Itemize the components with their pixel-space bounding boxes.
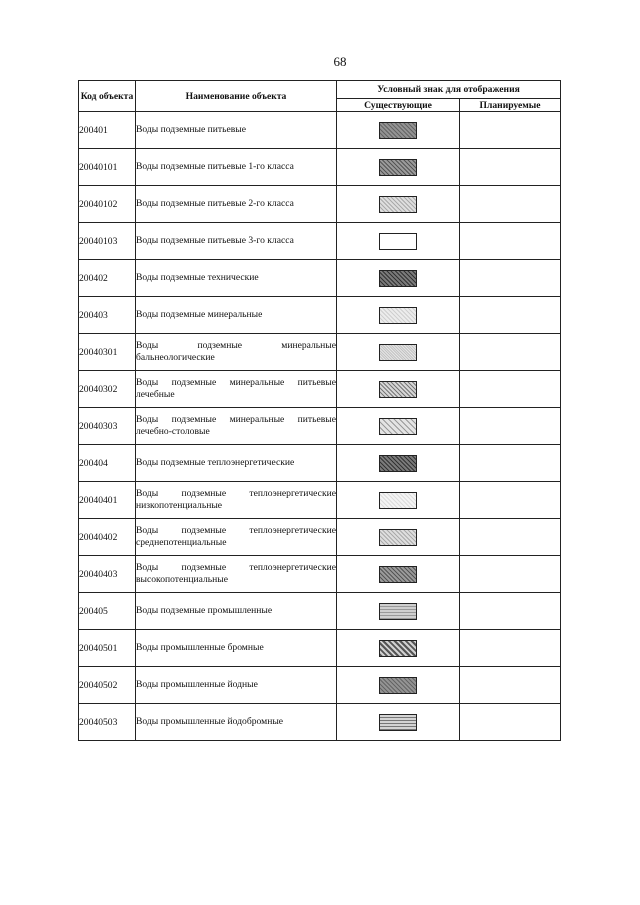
object-code: 20040402	[79, 519, 136, 556]
object-name: Воды промышленные бромные	[136, 630, 337, 667]
planned-symbol-cell	[460, 186, 561, 223]
table-row	[79, 223, 561, 260]
table-row	[79, 260, 561, 297]
existing-symbol-cell	[337, 297, 460, 334]
object-name: Воды подземные минеральные питьевые лечебно-столовые	[136, 408, 337, 445]
planned-symbol-cell	[460, 297, 561, 334]
object-name: Воды подземные теплоэнергетические среднепотенциальные	[136, 519, 337, 556]
existing-symbol-cell	[337, 371, 460, 408]
existing-symbol-cell	[337, 445, 460, 482]
existing-symbol-cell	[337, 630, 460, 667]
object-code: 20040301	[79, 334, 136, 371]
existing-symbol-cell	[337, 260, 460, 297]
existing-symbol-cell	[337, 186, 460, 223]
table-row	[79, 482, 561, 519]
planned-symbol-cell	[460, 630, 561, 667]
object-name: Воды подземные питьевые 3-го класса	[136, 223, 337, 260]
table-row	[79, 297, 561, 334]
hatch-pattern-swatch	[379, 381, 417, 398]
table-row	[79, 112, 561, 149]
object-name: Воды подземные питьевые 1-го класса	[136, 149, 337, 186]
hatch-pattern-swatch	[379, 529, 417, 546]
hatch-pattern-swatch	[379, 566, 417, 583]
object-name: Воды подземные теплоэнергетические высокопотенциальные	[136, 556, 337, 593]
page-number: 68	[333, 54, 347, 69]
existing-symbol-cell	[337, 112, 460, 149]
table-row	[79, 149, 561, 186]
planned-symbol-cell	[460, 223, 561, 260]
object-name: Воды промышленные йодобромные	[136, 704, 337, 741]
hatch-pattern-swatch	[379, 307, 417, 324]
table-row	[79, 445, 561, 482]
object-name: Воды подземные питьевые 2-го класса	[136, 186, 337, 223]
object-code: 200404	[79, 445, 136, 482]
object-name: Воды промышленные йодные	[136, 667, 337, 704]
hatch-pattern-swatch	[379, 455, 417, 472]
object-code: 20040502	[79, 667, 136, 704]
planned-symbol-cell	[460, 260, 561, 297]
hatch-pattern-swatch	[379, 677, 417, 694]
planned-symbol-cell	[460, 482, 561, 519]
object-name: Воды подземные минеральные питьевые лечебные	[136, 371, 337, 408]
header-code: Код объекта	[79, 81, 136, 112]
legend-table	[78, 80, 561, 741]
hatch-pattern-swatch	[379, 492, 417, 509]
header-symbol-group: Условный знак для отображения	[337, 81, 561, 99]
table-row	[79, 667, 561, 704]
existing-symbol-cell	[337, 667, 460, 704]
object-code: 20040303	[79, 408, 136, 445]
planned-symbol-cell	[460, 667, 561, 704]
planned-symbol-cell	[460, 371, 561, 408]
existing-symbol-cell	[337, 519, 460, 556]
planned-symbol-cell	[460, 408, 561, 445]
planned-symbol-cell	[460, 556, 561, 593]
hatch-pattern-swatch	[379, 344, 417, 361]
object-code: 20040503	[79, 704, 136, 741]
table-row	[79, 593, 561, 630]
planned-symbol-cell	[460, 593, 561, 630]
hatch-pattern-swatch	[379, 603, 417, 620]
object-name: Воды подземные технические	[136, 260, 337, 297]
planned-symbol-cell	[460, 334, 561, 371]
table-row	[79, 519, 561, 556]
existing-symbol-cell	[337, 149, 460, 186]
table-row	[79, 334, 561, 371]
table-row	[79, 408, 561, 445]
planned-symbol-cell	[460, 519, 561, 556]
table-row	[79, 556, 561, 593]
hatch-pattern-swatch	[379, 233, 417, 250]
existing-symbol-cell	[337, 704, 460, 741]
planned-symbol-cell	[460, 149, 561, 186]
header-existing: Существующие	[337, 99, 460, 112]
object-name: Воды подземные минеральные	[136, 297, 337, 334]
object-code: 20040302	[79, 371, 136, 408]
object-name: Воды подземные промышленные	[136, 593, 337, 630]
legend-rows	[79, 112, 561, 741]
object-code: 20040401	[79, 482, 136, 519]
object-name: Воды подземные питьевые	[136, 112, 337, 149]
existing-symbol-cell	[337, 334, 460, 371]
header-planned: Планируемые	[460, 99, 561, 112]
planned-symbol-cell	[460, 445, 561, 482]
object-code: 200401	[79, 112, 136, 149]
existing-symbol-cell	[337, 556, 460, 593]
planned-symbol-cell	[460, 112, 561, 149]
existing-symbol-cell	[337, 223, 460, 260]
header-name: Наименование объекта	[136, 81, 337, 112]
table-row	[79, 186, 561, 223]
table-row	[79, 371, 561, 408]
existing-symbol-cell	[337, 593, 460, 630]
hatch-pattern-swatch	[379, 640, 417, 657]
object-code: 20040403	[79, 556, 136, 593]
object-code: 20040102	[79, 186, 136, 223]
object-code: 200405	[79, 593, 136, 630]
existing-symbol-cell	[337, 408, 460, 445]
hatch-pattern-swatch	[379, 418, 417, 435]
table-row	[79, 704, 561, 741]
object-code: 20040101	[79, 149, 136, 186]
hatch-pattern-swatch	[379, 714, 417, 731]
hatch-pattern-swatch	[379, 270, 417, 287]
hatch-pattern-swatch	[379, 196, 417, 213]
existing-symbol-cell	[337, 482, 460, 519]
object-code: 200403	[79, 297, 136, 334]
object-code: 20040501	[79, 630, 136, 667]
table-row	[79, 630, 561, 667]
object-code: 20040103	[79, 223, 136, 260]
hatch-pattern-swatch	[379, 122, 417, 139]
object-name: Воды подземные теплоэнергетические	[136, 445, 337, 482]
planned-symbol-cell	[460, 704, 561, 741]
object-name: Воды подземные теплоэнергетические низкопотенциальные	[136, 482, 337, 519]
object-code: 200402	[79, 260, 136, 297]
object-name: Воды подземные минеральные бальнеологические	[136, 334, 337, 371]
hatch-pattern-swatch	[379, 159, 417, 176]
